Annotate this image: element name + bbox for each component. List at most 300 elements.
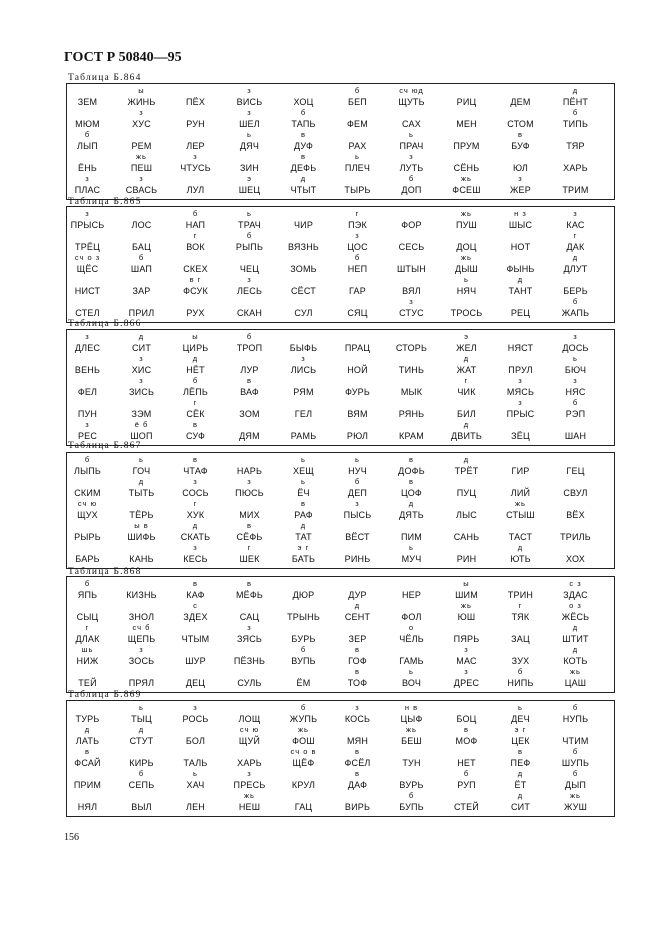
test-word: СУЛ <box>294 308 313 318</box>
test-word: ШТИТ <box>562 634 589 644</box>
variant-annotation: д <box>517 791 524 800</box>
test-word: ВОЧ <box>401 678 422 688</box>
word-cell <box>222 580 277 604</box>
test-word: ДЛАК <box>75 634 100 644</box>
word-cell <box>493 87 548 111</box>
test-word: ХАРЬ <box>237 758 262 768</box>
variant-annotation: г <box>355 209 360 218</box>
word-cell <box>384 580 439 604</box>
test-word: НЯС <box>565 387 586 397</box>
word-cell <box>276 421 331 445</box>
word-table <box>66 452 615 569</box>
variant-annotation: б <box>138 769 145 778</box>
variant-annotation: э <box>247 174 252 183</box>
word-cell <box>548 704 603 728</box>
variant-annotation: ы <box>138 86 145 95</box>
test-word: ПЫСЬ <box>343 510 372 520</box>
word-cell <box>439 87 494 111</box>
test-word: ЦИРЬ <box>182 343 209 353</box>
variant-annotation: з <box>247 275 252 284</box>
test-word: ЗЯСЬ <box>236 634 263 644</box>
variant-annotation: д <box>138 725 145 734</box>
word-cell <box>439 602 494 626</box>
variant-annotation: б <box>84 130 91 139</box>
test-word: НАП <box>185 220 206 230</box>
variant-annotation: в <box>193 579 198 588</box>
word-cell <box>330 355 385 379</box>
test-word: СКИМ <box>74 488 101 498</box>
test-word: ПЯРЬ <box>453 634 480 644</box>
word-cell <box>60 175 115 199</box>
variant-annotation: б <box>572 297 579 306</box>
test-word: СКЕХ <box>183 264 208 274</box>
word-cell <box>60 377 115 401</box>
test-word: ПИМ <box>400 532 423 542</box>
variant-annotation: шь <box>81 645 94 654</box>
test-word: БЫФЬ <box>289 343 318 353</box>
table-row <box>67 399 614 423</box>
variant-annotation: ё б <box>134 420 149 429</box>
test-word: ЛИЙ <box>510 488 531 498</box>
word-cell <box>330 704 385 728</box>
word-cell <box>276 276 331 300</box>
variant-annotation: в <box>301 130 306 139</box>
word-cell <box>493 624 548 648</box>
variant-annotation: ь <box>139 703 144 712</box>
test-word: ДРЕС <box>453 678 480 688</box>
variant-annotation: ы в <box>134 521 149 530</box>
word-table <box>66 329 615 446</box>
word-cell <box>330 377 385 401</box>
word-cell <box>493 232 548 256</box>
variant-annotation: д <box>354 601 361 610</box>
variant-annotation: ь <box>247 130 252 139</box>
word-cell <box>276 254 331 278</box>
variant-annotation: в <box>301 152 306 161</box>
test-word: ЧТЫМ <box>181 634 210 644</box>
word-cell <box>384 624 439 648</box>
variant-annotation: б <box>572 769 579 778</box>
word-cell <box>330 544 385 568</box>
word-cell <box>384 399 439 423</box>
test-word: МИХ <box>239 510 260 520</box>
test-word: ДЫШ <box>455 264 478 274</box>
word-cell <box>60 276 115 300</box>
word-cell <box>384 232 439 256</box>
test-word: СЁФЬ <box>236 532 263 542</box>
test-word: СЯЦ <box>347 308 368 318</box>
test-word: ЩУТЬ <box>398 97 425 107</box>
test-word: ПЕФ <box>510 758 531 768</box>
word-cell <box>168 704 223 728</box>
variant-annotation: д <box>408 499 415 508</box>
variant-annotation: б <box>517 667 524 676</box>
table-row <box>67 522 614 546</box>
test-word: ДЯМ <box>239 431 260 441</box>
test-word: СТУС <box>399 308 424 318</box>
test-word: РИНЬ <box>344 554 371 564</box>
variant-annotation: г <box>193 499 198 508</box>
variant-annotation: д <box>572 645 579 654</box>
test-word: БЕШ <box>401 736 422 746</box>
test-word: МЯН <box>346 736 369 746</box>
test-word: ЛУР <box>240 365 259 375</box>
word-cell <box>276 355 331 379</box>
test-word: ЧТИМ <box>562 736 589 746</box>
test-word: ПРЫС <box>506 409 535 419</box>
word-cell <box>330 399 385 423</box>
variant-annotation: жь <box>298 725 309 734</box>
test-word: САНЬ <box>453 532 480 542</box>
test-word: РЫРЬ <box>74 532 101 542</box>
test-word: БУПЬ <box>399 802 424 812</box>
variant-annotation: ь <box>139 455 144 464</box>
test-word: ШЫС <box>508 220 533 230</box>
test-word: КАФ <box>186 590 205 600</box>
test-word: СУЛЬ <box>237 678 262 688</box>
variant-annotation: в <box>193 420 198 429</box>
test-word: БЕРЬ <box>563 286 588 296</box>
table-row <box>67 624 614 648</box>
word-cell <box>276 602 331 626</box>
test-word: БУРЬ <box>291 634 316 644</box>
word-cell <box>114 544 169 568</box>
word-cell <box>330 770 385 794</box>
test-word: ЗЁЦ <box>511 431 530 441</box>
word-cell <box>439 298 494 322</box>
table-caption: Таблица Б.869 <box>68 690 142 700</box>
word-cell <box>168 298 223 322</box>
word-cell <box>548 175 603 199</box>
table-row <box>67 377 614 401</box>
variant-annotation: д <box>138 332 145 341</box>
test-word: ТЯР <box>566 141 585 151</box>
variant-annotation: г <box>193 231 198 240</box>
test-word: ПЛЕЧ <box>344 163 371 173</box>
test-word: БЕП <box>348 97 367 107</box>
test-word: ФУРЬ <box>345 387 370 397</box>
test-word: ДЫП <box>564 780 587 790</box>
variant-annotation: з <box>573 209 578 218</box>
test-word: ДЯТЬ <box>399 510 424 520</box>
variant-annotation: сч юд <box>399 86 424 95</box>
word-cell <box>114 646 169 670</box>
test-word: ВИРЬ <box>344 802 371 812</box>
test-word: РУХ <box>186 308 205 318</box>
test-word: ДВИТЬ <box>451 431 482 441</box>
variant-annotation: ь <box>518 703 523 712</box>
test-word: БАЦ <box>132 242 151 252</box>
test-word: ЦАШ <box>564 678 587 688</box>
variant-annotation: в <box>247 579 252 588</box>
word-cell <box>276 580 331 604</box>
table-row <box>67 232 614 256</box>
word-table <box>66 576 615 693</box>
word-cell <box>384 500 439 524</box>
test-word: КОТЬ <box>563 656 588 666</box>
test-word: ШУР <box>185 656 206 666</box>
test-word: ДОП <box>401 185 422 195</box>
variant-annotation: э г <box>297 543 310 552</box>
variant-annotation: жь <box>461 601 472 610</box>
word-cell <box>439 456 494 480</box>
test-word: НУПЬ <box>562 714 589 724</box>
test-word: КРУЛ <box>291 780 316 790</box>
word-cell <box>276 544 331 568</box>
table-row <box>67 726 614 750</box>
test-word: ЛЕР <box>186 141 205 151</box>
test-word: ВЁХ <box>566 510 585 520</box>
test-word: ТОФ <box>347 678 368 688</box>
word-cell <box>384 254 439 278</box>
table-row <box>67 254 614 278</box>
variant-annotation: в <box>301 499 306 508</box>
word-cell <box>330 276 385 300</box>
table-row <box>67 87 614 111</box>
test-word: ТЁРЬ <box>129 510 154 520</box>
word-cell <box>384 668 439 692</box>
test-word: ДОЦ <box>456 242 477 252</box>
test-word: НЕР <box>401 590 422 600</box>
test-word: СОСЬ <box>182 488 209 498</box>
test-word: НЕП <box>347 264 368 274</box>
variant-annotation: з <box>518 398 523 407</box>
test-word: ТАСТ <box>508 532 533 542</box>
test-word: ЖЁСЬ <box>561 612 590 622</box>
test-word: СЕПЬ <box>128 780 155 790</box>
test-word: НУЧ <box>348 466 367 476</box>
variant-annotation: ь <box>355 455 360 464</box>
variant-annotation: сч о з <box>74 253 101 262</box>
test-word: САЦ <box>239 612 260 622</box>
word-cell <box>276 399 331 423</box>
test-word: РАХ <box>348 141 367 151</box>
test-word: ЛЫПЬ <box>73 466 102 476</box>
word-cell <box>60 792 115 816</box>
variant-annotation: в <box>247 521 252 530</box>
word-cell <box>548 131 603 155</box>
variant-annotation: д <box>572 86 579 95</box>
table-row <box>67 456 614 480</box>
test-word: ФОЛ <box>401 612 422 622</box>
test-word: ПРЯЛ <box>128 678 155 688</box>
word-cell <box>493 399 548 423</box>
table-row <box>67 298 614 322</box>
test-word: ЗОСЬ <box>128 656 155 666</box>
test-word: ТЯК <box>511 612 530 622</box>
test-word: ФОР <box>401 220 422 230</box>
word-cell <box>114 726 169 750</box>
word-cell <box>60 668 115 692</box>
test-word: ЗУХ <box>511 656 530 666</box>
test-word: РЕЦ <box>510 308 531 318</box>
test-word: КАС <box>566 220 585 230</box>
word-cell <box>276 298 331 322</box>
variant-annotation: жь <box>136 152 147 161</box>
test-word: ДЕЧ <box>511 714 530 724</box>
variant-annotation: в <box>518 747 523 756</box>
word-cell <box>330 792 385 816</box>
table-row <box>67 175 614 199</box>
test-word: СТЫШ <box>506 510 535 520</box>
table-caption: Таблица Б.867 <box>68 441 142 451</box>
word-cell <box>168 602 223 626</box>
test-word: ТУРЬ <box>75 714 100 724</box>
variant-annotation: в <box>355 747 360 756</box>
word-cell <box>330 153 385 177</box>
test-word: ЩЁС <box>76 264 99 274</box>
word-cell <box>114 210 169 234</box>
word-cell <box>330 175 385 199</box>
test-word: ХАРЬ <box>563 163 588 173</box>
test-word: ВЯЛ <box>402 286 421 296</box>
test-word: КЕСЬ <box>183 554 208 564</box>
word-cell <box>384 298 439 322</box>
test-word: БАТЬ <box>291 554 316 564</box>
variant-annotation: ы <box>463 579 470 588</box>
test-word: МЁФЬ <box>235 590 264 600</box>
variant-annotation: б <box>572 398 579 407</box>
variant-annotation: з <box>247 477 252 486</box>
test-word: ХОЦ <box>293 97 314 107</box>
test-word: ФСЕШ <box>452 185 481 195</box>
word-cell <box>548 421 603 445</box>
word-cell <box>222 726 277 750</box>
test-word: НОТ <box>510 242 531 252</box>
word-cell <box>60 210 115 234</box>
test-word: ТЫРЬ <box>344 185 371 195</box>
variant-annotation: ь <box>464 275 469 284</box>
word-cell <box>548 298 603 322</box>
test-word: ВЯМ <box>347 409 368 419</box>
test-word: ТАНТ <box>508 286 533 296</box>
variant-annotation: б <box>572 703 579 712</box>
test-word: ВИСЬ <box>236 97 263 107</box>
test-word: РЮЛ <box>346 431 369 441</box>
variant-annotation: з <box>247 769 252 778</box>
variant-annotation: з <box>301 354 306 363</box>
word-cell <box>439 210 494 234</box>
variant-annotation: б <box>84 579 91 588</box>
variant-annotation: б <box>354 86 361 95</box>
test-word: БОЦ <box>456 714 477 724</box>
word-cell <box>276 210 331 234</box>
word-cell <box>222 333 277 357</box>
test-word: ЖЕЛ <box>456 343 477 353</box>
variant-annotation: д <box>463 455 470 464</box>
test-word: КИЗНЬ <box>126 590 157 600</box>
test-word: СИТ <box>131 343 152 353</box>
variant-annotation: з <box>85 420 90 429</box>
test-word: ДОФЬ <box>398 466 425 476</box>
word-cell <box>168 175 223 199</box>
test-word: ЯПЬ <box>77 590 98 600</box>
variant-annotation: ь <box>409 543 414 552</box>
word-cell <box>60 87 115 111</box>
test-word: ФЕЛ <box>77 387 98 397</box>
variant-annotation: з <box>518 376 523 385</box>
word-cell <box>222 624 277 648</box>
test-word: СТУТ <box>129 736 154 746</box>
test-word: ДУР <box>348 590 367 600</box>
table-row <box>67 792 614 816</box>
test-word: МЮМ <box>75 119 100 129</box>
table-row <box>67 131 614 155</box>
test-word: ЩЁФ <box>292 758 315 768</box>
test-word: ВЕНЬ <box>74 365 101 375</box>
table-row <box>67 333 614 357</box>
test-word: ФОШ <box>292 736 315 746</box>
variant-annotation: э <box>464 332 469 341</box>
word-cell <box>548 478 603 502</box>
variant-annotation: жь <box>461 209 472 218</box>
word-cell <box>60 522 115 546</box>
test-word: ДЕМ <box>510 97 531 107</box>
test-word: КАНЬ <box>129 554 154 564</box>
test-word: РАФ <box>294 510 313 520</box>
variant-annotation: б <box>408 174 415 183</box>
test-word: ЧТЫТ <box>290 185 317 195</box>
variant-annotation: б <box>246 231 253 240</box>
test-word: ЦЕК <box>511 736 530 746</box>
test-word: ДОСЬ <box>562 343 589 353</box>
test-word: СТОМ <box>507 119 534 129</box>
word-cell <box>222 646 277 670</box>
test-word: ТРОП <box>236 343 263 353</box>
variant-annotation: з <box>409 297 414 306</box>
variant-annotation: д <box>138 477 145 486</box>
test-word: МУЧ <box>401 554 422 564</box>
word-cell <box>493 544 548 568</box>
word-cell <box>384 210 439 234</box>
test-word: МОФ <box>455 736 478 746</box>
variant-annotation: д <box>84 725 91 734</box>
word-cell <box>60 646 115 670</box>
test-word: ШТЫН <box>396 264 426 274</box>
word-cell <box>439 109 494 133</box>
test-word: СВУЛ <box>563 488 588 498</box>
variant-annotation: д <box>517 275 524 284</box>
test-word: ПЁНТ <box>562 97 589 107</box>
table-row <box>67 500 614 524</box>
test-word: ДЕЦ <box>185 678 206 688</box>
table-row <box>67 704 614 728</box>
table-row <box>67 668 614 692</box>
word-cell <box>548 109 603 133</box>
variant-annotation: з <box>573 332 578 341</box>
variant-annotation: с <box>193 601 198 610</box>
test-word: САХ <box>402 119 421 129</box>
word-cell <box>439 668 494 692</box>
variant-annotation: б <box>354 253 361 262</box>
word-cell <box>493 131 548 155</box>
word-cell <box>439 726 494 750</box>
word-cell <box>493 175 548 199</box>
word-cell <box>330 333 385 357</box>
word-cell <box>114 478 169 502</box>
test-word: ТАТ <box>295 532 312 542</box>
variant-annotation: в <box>193 455 198 464</box>
variant-annotation: з <box>247 86 252 95</box>
test-word: КРАМ <box>399 431 424 441</box>
variant-annotation: б <box>192 376 199 385</box>
variant-annotation: ь <box>409 130 414 139</box>
variant-annotation: ь <box>193 769 198 778</box>
variant-annotation: з <box>139 645 144 654</box>
word-cell <box>330 522 385 546</box>
test-word: ЗИСЬ <box>128 387 155 397</box>
test-word: ЧИР <box>293 220 314 230</box>
